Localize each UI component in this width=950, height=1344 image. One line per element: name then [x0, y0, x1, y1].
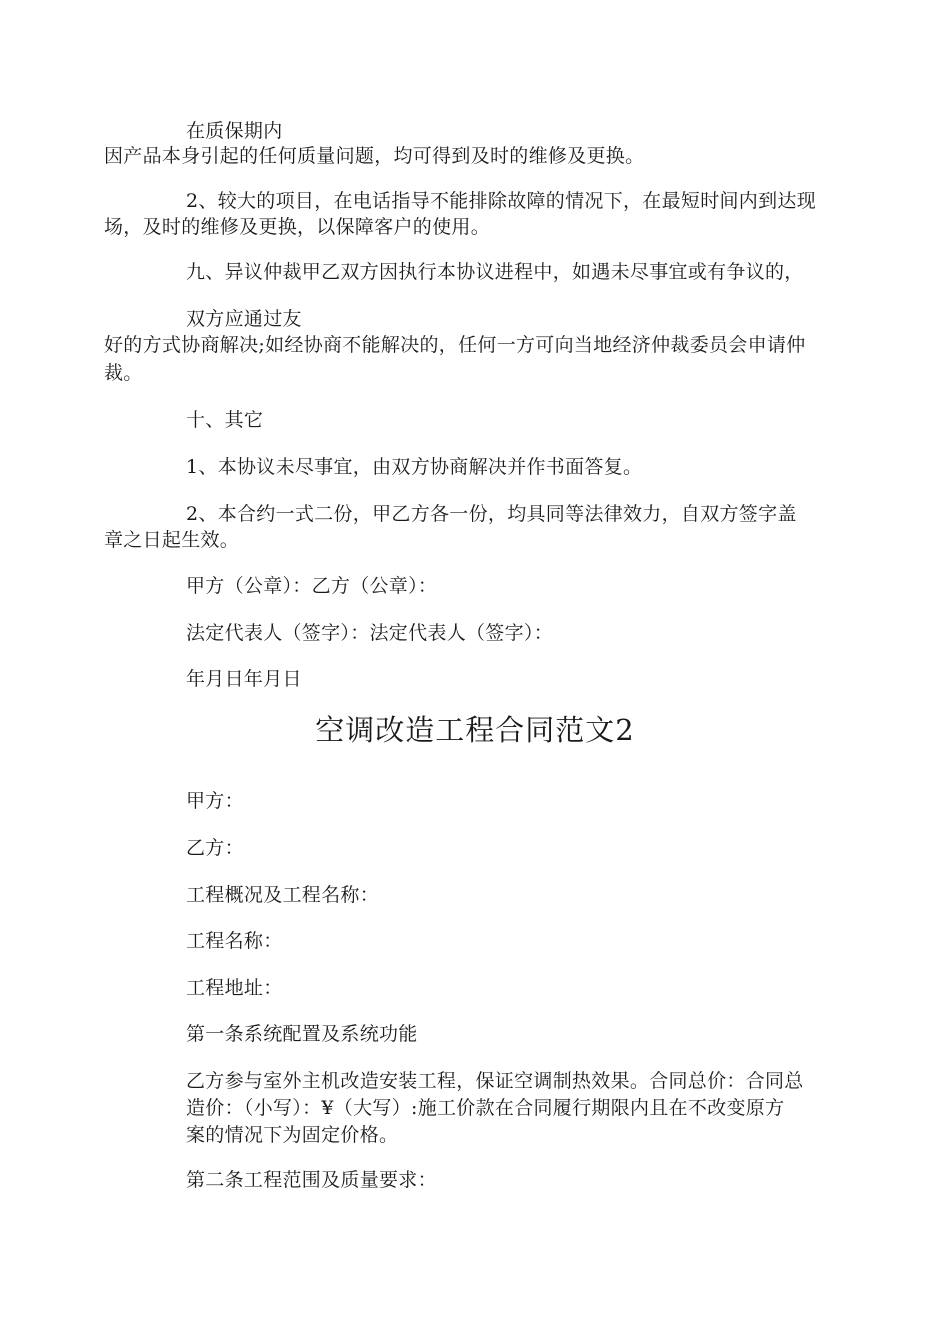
- seal-line: 甲方（公章）：乙方（公章）：: [186, 575, 438, 597]
- representative-line: 法定代表人（签字）：法定代表人（签字）：: [186, 622, 554, 644]
- other-item1: 1、本协议未尽事宜，由双方协商解决并作书面答复。: [186, 456, 643, 478]
- article1-body-line3: 案的情况下为固定价格。: [186, 1124, 399, 1146]
- dispute-line2: 裁。: [104, 362, 143, 384]
- article1-body-line2: 造价：（小写）：¥（大写）:施工价款在合同履行期限内且在不改变原方: [186, 1097, 785, 1119]
- section-title: 空调改造工程合同范文2: [315, 713, 635, 747]
- dispute-line1: 好的方式协商解决;如经协商不能解决的，任何一方可向当地经济仲裁委员会申请仲: [104, 334, 806, 356]
- project-address-label: 工程地址：: [186, 977, 283, 999]
- other-item2-line1: 2、本合约一式二份，甲乙方各一份，均具同等法律效力，自双方签字盖: [186, 503, 797, 525]
- dispute-intro: 双方应通过友: [186, 308, 302, 330]
- article1-heading: 第一条系统配置及系统功能: [186, 1023, 418, 1045]
- project-overview-label: 工程概况及工程名称：: [186, 884, 380, 906]
- article2-heading: 第二条工程范围及质量要求：: [186, 1169, 437, 1191]
- party-a-label: 甲方：: [186, 790, 244, 812]
- party-b-label: 乙方：: [186, 837, 244, 859]
- other-heading: 十、其它: [186, 409, 264, 431]
- warranty-text: 因产品本身引起的任何质量问题，均可得到及时的维修及更换。: [104, 145, 645, 167]
- warranty-intro: 在质保期内: [186, 120, 283, 142]
- date-line: 年月日年月日: [186, 668, 302, 690]
- dispute-heading: 九、异议仲裁甲乙双方因执行本协议进程中，如遇未尽事宜或有争议的，: [186, 261, 804, 283]
- article1-body-line1: 乙方参与室外主机改造安装工程，保证空调制热效果。合同总价：合同总: [186, 1070, 804, 1092]
- other-item2-line2: 章之日起生效。: [104, 529, 240, 551]
- item2-line1: 2、较大的项目，在电话指导不能排除故障的情况下，在最短时间内到达现: [186, 190, 816, 212]
- item2-line2: 场，及时的维修及更换，以保障客户的使用。: [104, 216, 491, 238]
- project-name-label: 工程名称：: [186, 930, 283, 952]
